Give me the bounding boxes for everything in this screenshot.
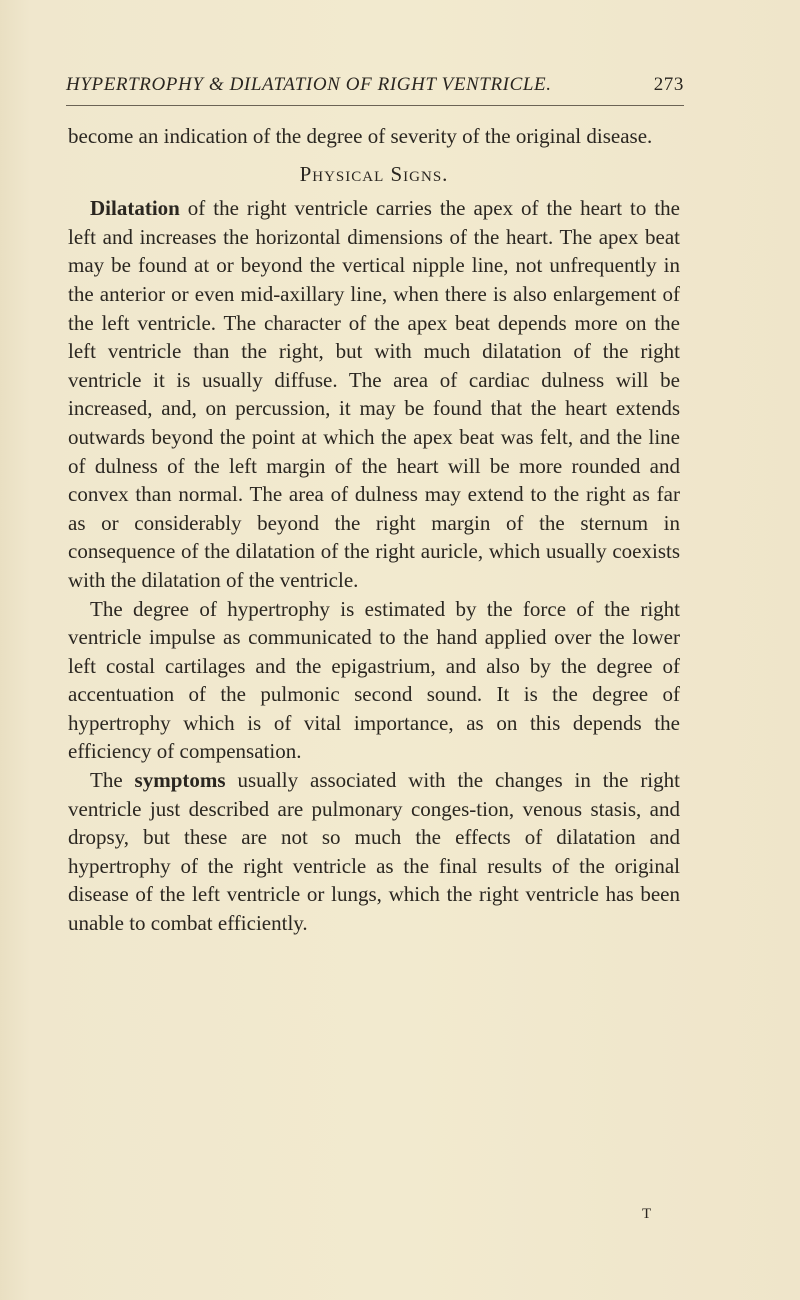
paragraph-dilatation bbox=[68, 194, 680, 594]
running-title: HYPERTROPHY & DILATATION OF RIGHT VENTRICLE. bbox=[66, 74, 552, 95]
paragraph-symptoms bbox=[68, 766, 680, 938]
body-text bbox=[68, 122, 680, 938]
paragraph-hypertrophy: The degree of hypertrophy is estimated by the force of the right ventricle impulse as communicated to the hand applied over the lower left costal cartilages and the epigastrium, and also by the degree of accentuation of the pulmonic second sound. It is the degree of hypertrophy which is of vital importance, as on this depends the efficiency of compensation. bbox=[68, 596, 680, 764]
symptoms-text: usually associated with the changes in the right ventricle just described are pulmonary conges-tion, venous stasis, and dropsy, but these are not so much the effects of dilatation and hypertrophy of the right ventricle as the final results of the original disease of the left ventricle or lungs, which the right ventricle has been unable to combat efficiently. bbox=[68, 768, 680, 936]
symptoms-prefix: The bbox=[90, 768, 135, 793]
running-header bbox=[66, 74, 684, 96]
page-number: 273 bbox=[653, 74, 684, 95]
dilatation-text: of the right ventricle carries the apex of the heart to the left and increases the horizontal dimensions of the heart. The apex beat may be found at or beyond the vertical nipple line, not unfrequently in the anterior or even mid-axillary line, when there is also enlargement of the left ventricle. The character of the apex beat depends more on the left ventricle than the right, but with much dilatation of the right ventricle it is usually diffuse. The area of cardiac dulness will be increased, and, on percussion, it may be found that the heart extends outwards beyond the point at which the apex beat was felt, and the line of dulness of the left margin of the heart will be more rounded and convex than normal. The area of dulness may extend to the right as far as or considerably beyond the right margin of the sternum in consequence of the dilatation of the right auricle, which usually coexists with the dilatation of the ventricle. bbox=[68, 196, 680, 592]
signature-mark: T bbox=[642, 1206, 652, 1222]
header-rule bbox=[66, 105, 684, 106]
dilatation-lead: Dilatation bbox=[90, 196, 180, 221]
section-heading: Physical Signs. bbox=[299, 161, 449, 186]
continuation-paragraph: become an indication of the degree of severity of the original disease. bbox=[68, 124, 653, 148]
symptoms-lead: symptoms bbox=[134, 768, 226, 793]
